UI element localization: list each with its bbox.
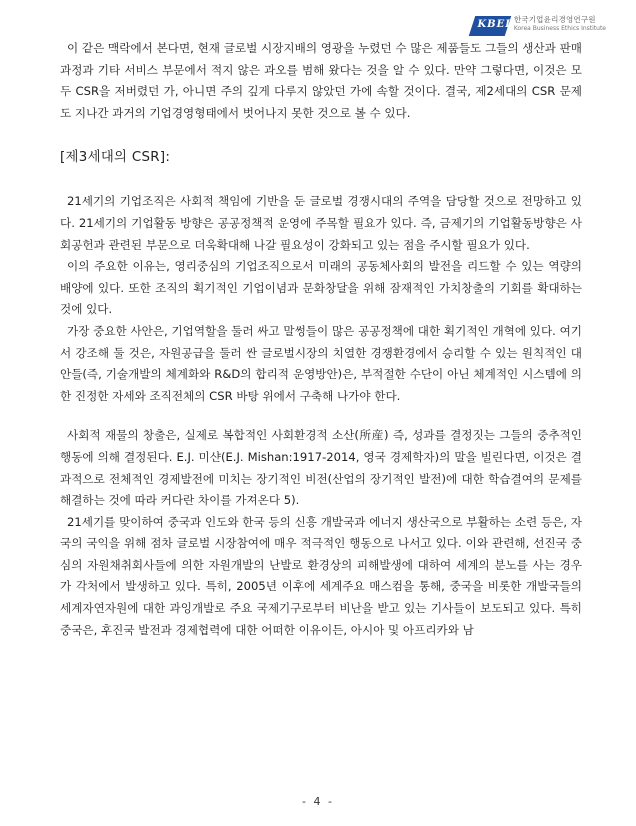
paragraph: 21세기의 기업조직은 사회적 책임에 기반을 둔 글로벌 경쟁시대의 주역을 담당할 것으로 전망하고 있다. 21세기의 기업활동 방향은 공공정책적 운영에 주목할 필요가 있다. 즉, 금제기의 기업활동방향은 사회공헌과 관련된 부문으로 더욱확대해 나갈 필요성이 강화되고 있는 점을 주시할 필요가 있다. xyxy=(60,194,582,252)
paragraph: 사회적 재물의 창출은, 실제로 복합적인 사회환경적 소산(所産) 즉, 성과를 결정짓는 그들의 중추적인 행동에 의해 결정된다. E.J. 미샨(E.J. Mishan:1917-2014, 영국 경제학자)의 말을 빌린다면, 이것은 결과적으로 전체적인 경제발전에 미치는 장기적인 비전(산업의 장기적인 발전)에 대한 학습결여의 문제를 해결하는 것에 따라 커다란 차이를 가져온다 5). xyxy=(60,428,582,508)
org-name-ko: 한국기업윤리경영연구원 xyxy=(513,15,596,24)
paragraph: 21세기를 맞이하여 중국과 인도와 한국 등의 신흥 개발국과 에너지 생산국으로 부활하는 소련 등은, 자국의 국익을 위해 점차 글로벌 시장참여에 매우 적극적인 행동으로 나서고 있다. 이와 관련해, 선진국 중심의 자원채취회사들에 의한 자원개발의 난발로 환경상의 피해발생에 대하여 세계의 분노를 사는 경우가 각처에서 발생하고 있다. 특히, 2005년 이후에 세계주요 매스컴을 통해, 중국을 비롯한 개발국들의 세계자연자원에 대한 과잉개발로 주요 국제기구로부터 비난을 받고 있는 기사들이 보도되고 있다. 특히 중국은, 후진국 발전과 경제협력에 대한 어떠한 이유이든, 아시아 및 아프리카와 남 xyxy=(60,514,582,637)
paragraph-gap xyxy=(60,407,582,425)
paragraph: 가장 중요한 사안은, 기업역할을 둘러 싸고 말썽들이 많은 공공정책에 대한 획기적인 개혁에 있다. 여기서 강조해 둘 것은, 자원공급을 둘러 싼 글로벌시장의 치열한 경쟁환경에서 승리할 수 있는 원칙적인 대안들(즉, 기술개발의 체계화와 R&D의 합리적 운영방안)은, 부적절한 수단이 아닌 체계적인 시스템에 의한 진정한 자세와 조직전체의 CSR 바탕 위에서 구축해 나가야 한다. xyxy=(60,323,582,403)
page-number: - 4 - xyxy=(302,795,334,808)
paragraph: 이의 주요한 이유는, 영리중심의 기업조직으로서 미래의 공동체사회의 발전을 리드할 수 있는 역량의 배양에 있다. 또한 조직의 획기적인 기업이념과 문화창달을 위해 잠재적인 가치창출의 기회를 확대하는 것에 있다. xyxy=(60,259,582,317)
paragraph: 이 같은 맥락에서 본다면, 현재 글로벌 시장지배의 영광을 누렸던 수 많은 제품들도 그들의 생산과 판매과정과 기타 서비스 부문에서 적지 않은 과오를 범해 왔다는 것을 알 수 있다. 만약 그렇다면, 이것은 모두 CSR을 저버렸던 가, 아니면 주의 깊게 다루지 않았던 가에 속할 것이다. 결국, 제2세대의 CSR 문제도 지나간 과거의 기업경영형태에서 벗어나지 못한 것으로 볼 수 있다. xyxy=(60,41,582,120)
section-heading: [제3세대의 CSR]: xyxy=(60,150,171,166)
org-name-en: Korea Business Ethics Institute xyxy=(513,24,606,32)
logo-text xyxy=(514,16,606,32)
header-logo xyxy=(472,16,606,38)
logo-mark: KBEI xyxy=(469,16,511,36)
document-body xyxy=(60,38,582,641)
